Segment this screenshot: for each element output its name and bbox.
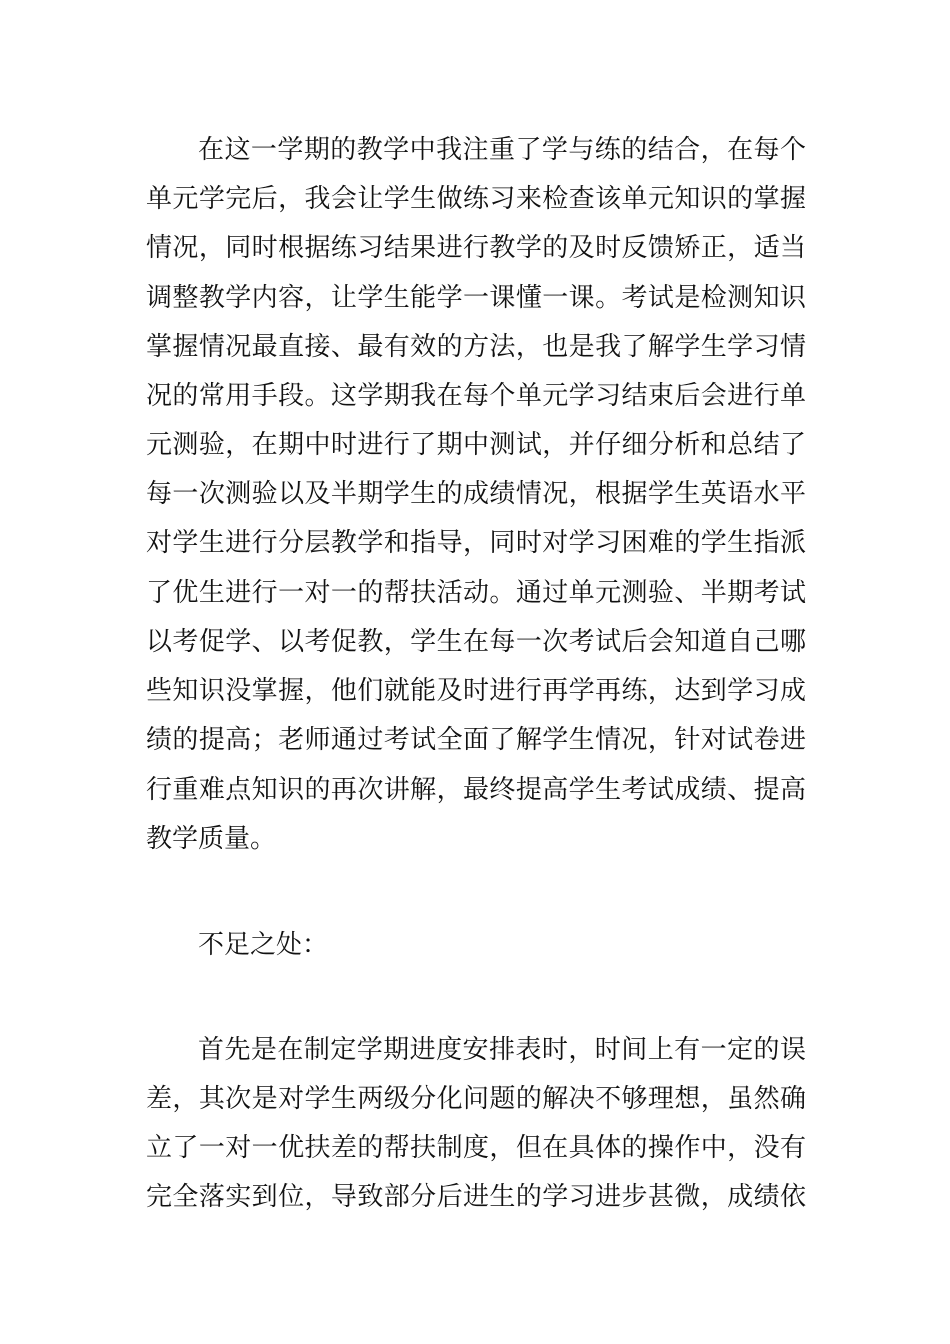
paragraph-1-line-7: 元测验，在期中时进行了期中测试，并仔细分析和总结了: [146, 430, 806, 460]
paragraph-1-line-8: 每一次测验以及半期学生的成绩情况，根据学生英语水平: [146, 479, 806, 509]
paragraph-1-line-5: 掌握情况最直接、最有效的方法，也是我了解学生学习情: [146, 332, 806, 362]
paragraph-1-line-15: 教学质量。: [146, 824, 277, 854]
paragraph-1-line-14: 行重难点知识的再次讲解，最终提高学生考试成绩、提高: [146, 775, 806, 805]
paragraph-1-line-6: 况的常用手段。这学期我在每个单元学习结束后会进行单: [146, 381, 806, 411]
paragraph-1-line-13: 绩的提高；老师通过考试全面了解学生情况，针对试卷进: [146, 725, 806, 755]
paragraph-1-line-2: 单元学完后，我会让学生做练习来检查该单元知识的掌握: [146, 184, 806, 214]
paragraph-1-line-3: 情况，同时根据练习结果进行教学的及时反馈矫正，适当: [146, 233, 806, 263]
paragraph-1-line-12: 些知识没掌握，他们就能及时进行再学再练，达到学习成: [146, 676, 806, 706]
paragraph-1-line-4: 调整教学内容，让学生能学一课懂一课。考试是检测知识: [146, 283, 806, 313]
paragraph-2-line-2: 差，其次是对学生两级分化问题的解决不够理想，虽然确: [146, 1084, 806, 1114]
paragraph-1-line-10: 了优生进行一对一的帮扶活动。通过单元测验、半期考试: [146, 578, 806, 608]
paragraph-2-line-4: 完全落实到位，导致部分后进生的学习进步甚微，成绩依: [146, 1182, 806, 1212]
paragraph-2-line-1: 首先是在制定学期进度安排表时，时间上有一定的误: [198, 1035, 806, 1065]
paragraph-1-line-1: 在这一学期的教学中我注重了学与练的结合，在每个: [198, 135, 806, 165]
section-heading: 不足之处：: [198, 930, 329, 960]
paragraph-1-line-11: 以考促学、以考促教，学生在每一次考试后会知道自己哪: [146, 627, 806, 657]
paragraph-2-line-3: 立了一对一优扶差的帮扶制度，但在具体的操作中，没有: [146, 1133, 806, 1163]
paragraph-1-line-9: 对学生进行分层教学和指导，同时对学习困难的学生指派: [146, 528, 806, 558]
